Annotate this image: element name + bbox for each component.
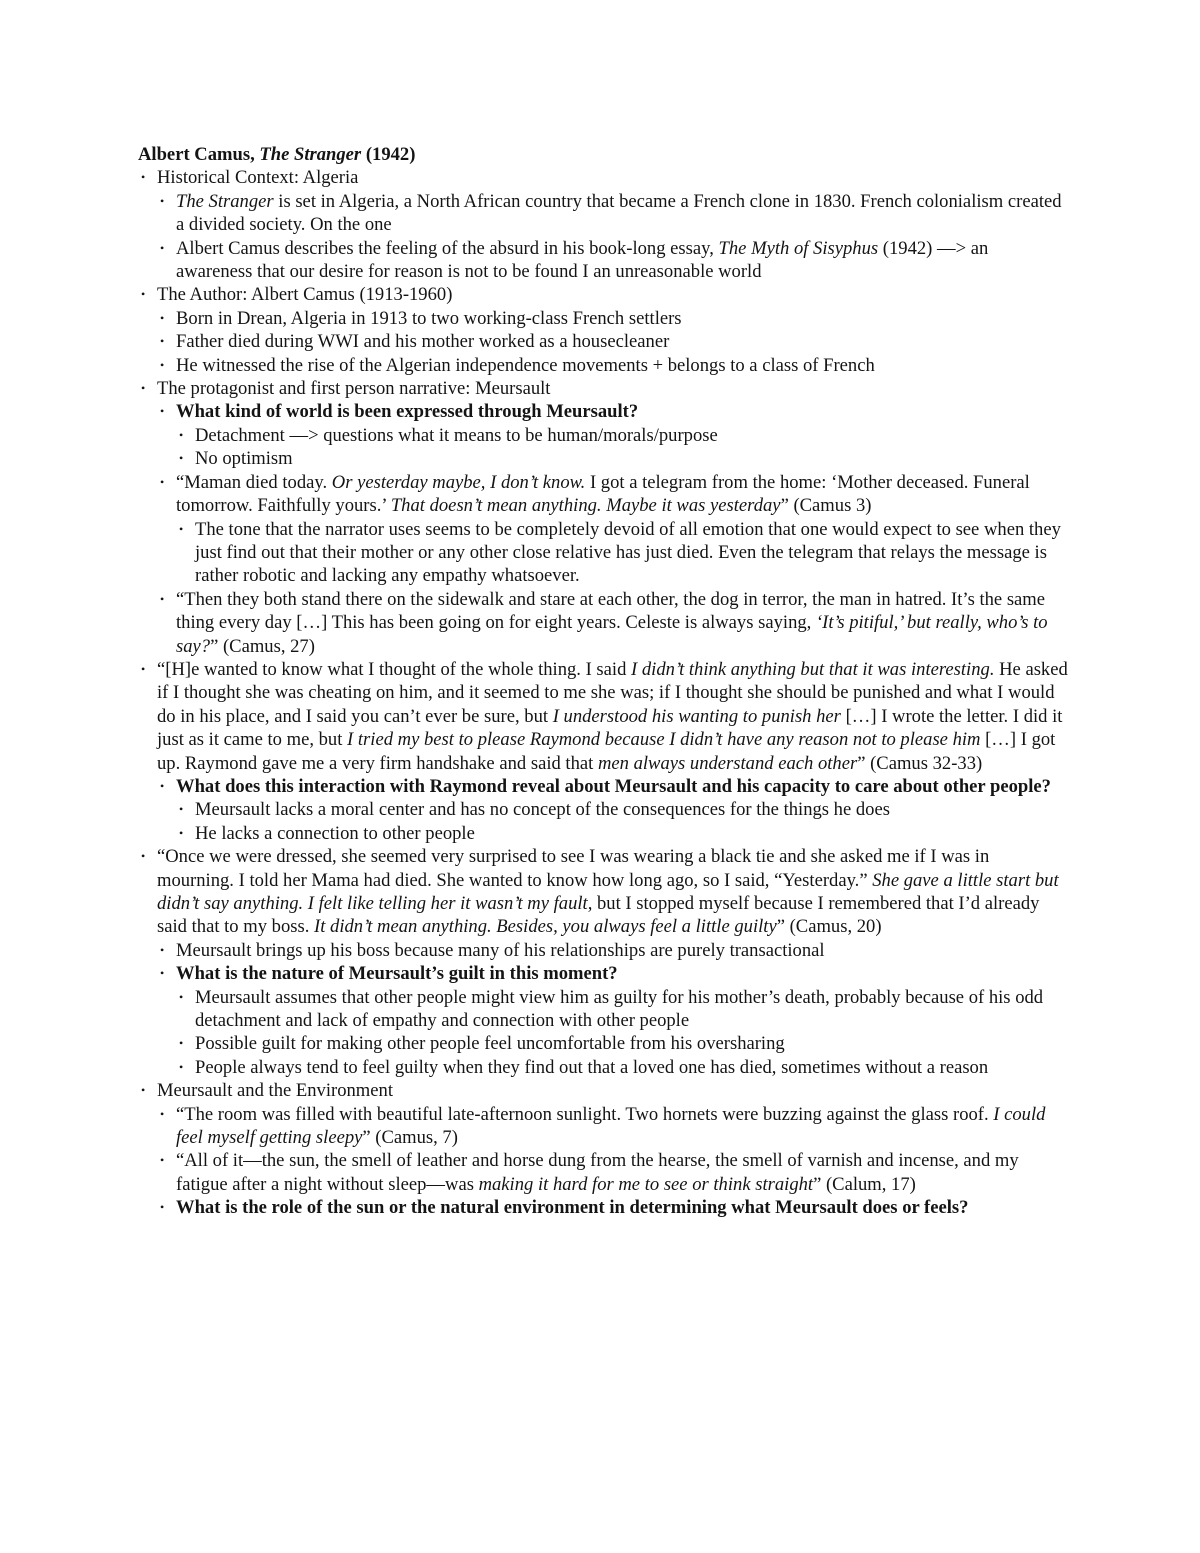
italic-text: I could feel myself getting sleepy: [176, 1103, 1046, 1149]
bullet-icon: •: [160, 310, 165, 325]
item-text: Born in Drean, Algeria in 1913 to two working-class French settlers: [176, 307, 682, 329]
outline-item-level-2: [138, 588, 1068, 658]
bullet-icon: •: [160, 240, 165, 255]
title-author: Albert Camus,: [138, 144, 255, 165]
bold-question: What is the nature of Meursault’s guilt in this moment?: [176, 963, 618, 985]
outline-item-level-2: [138, 237, 1068, 284]
item-text: ” (Camus, 27): [210, 635, 315, 657]
item-text: (1942) —> an awareness that our desire for reason is not to be found I an unreasonable world: [176, 237, 989, 283]
outline-item-level-2: [138, 1196, 1068, 1219]
item-text: ” (Calum, 17): [813, 1173, 916, 1195]
bullet-icon: •: [141, 287, 146, 302]
outline-item-level-2: [138, 400, 1068, 423]
item-text: ” (Camus, 20): [776, 916, 882, 938]
item-text: The protagonist and first person narrative: Meursault: [157, 378, 551, 400]
italic-text: men always understand each other: [597, 752, 858, 774]
italic-text: The Stranger: [176, 190, 274, 212]
item-text: Meursault brings up his boss because many of his relationships are purely transactional: [176, 939, 825, 961]
item-text: “Once we were dressed, she seemed very surprised to see I was wearing a black tie and she asked me if I was in mourning. I told her Mama had died. She wanted to know how long ago, so I said, “Yesterday.”: [157, 846, 990, 891]
italic-text: I understood his wanting to punish her: [552, 705, 841, 727]
item-text: Meursault and the Environment: [157, 1080, 393, 1102]
item-text: ” (Camus 3): [780, 495, 872, 517]
document-body: [138, 143, 1068, 1220]
item-text: Father died during WWI and his mother worked as a housecleaner: [176, 331, 670, 353]
bullet-icon: •: [179, 451, 184, 466]
title-year: (1942): [365, 144, 416, 165]
bold-question: What is the role of the sun or the natural environment in determining what Meursault does or feels?: [176, 1197, 969, 1219]
item-text: ” (Camus, 7): [362, 1127, 458, 1149]
bullet-icon: •: [141, 661, 146, 676]
outline-item-level-2: [138, 962, 1068, 985]
outline-item-level-2: [138, 939, 1068, 962]
bullet-icon: •: [179, 989, 184, 1004]
bullet-icon: •: [160, 474, 165, 489]
item-text: He lacks a connection to other people: [195, 822, 475, 844]
italic-text: The Myth of Sisyphus: [718, 237, 879, 259]
bullet-icon: •: [160, 404, 165, 419]
notes-outline: [138, 166, 1068, 1219]
bullet-icon: •: [141, 1083, 146, 1098]
item-text: “All of it—the sun, the smell of leather and horse dung from the hearse, the smell of varnish and incense, and my fatigue after a night without sleep—was: [176, 1150, 1019, 1195]
bullet-icon: •: [160, 591, 165, 606]
item-text: “[H]e wanted to know what I thought of the whole thing. I said: [157, 658, 632, 680]
outline-item-level-3: [138, 986, 1068, 1033]
italic-text: making it hard for me to see or think straight: [478, 1173, 814, 1195]
outline-item-level-3: [138, 518, 1068, 588]
bullet-icon: •: [160, 357, 165, 372]
item-text: […] I got up. Raymond gave me a very firm handshake and said that: [157, 729, 1056, 774]
italic-text: That doesn’t mean anything. Maybe it was yesterday: [390, 495, 781, 517]
item-text: The Author: Albert Camus (1913-1960): [157, 284, 453, 306]
item-text: “The room was filled with beautiful late-afternoon sunlight. Two hornets were buzzing against the glass roof.: [176, 1103, 994, 1125]
bullet-icon: •: [141, 381, 146, 396]
outline-item-level-3: [138, 1056, 1068, 1079]
outline-item-level-2: [138, 1103, 1068, 1150]
italic-text: Or yesterday maybe, I don’t know.: [331, 471, 586, 493]
item-text: Meursault lacks a moral center and has no concept of the consequences for the things he does: [195, 799, 890, 821]
item-text: Detachment —> questions what it means to be human/morals/purpose: [195, 424, 718, 446]
document-title: [138, 143, 1068, 166]
outline-item-level-3: [138, 798, 1068, 821]
bold-question: What kind of world is been expressed through Meursault?: [176, 401, 639, 423]
item-text: Historical Context: Algeria: [157, 167, 359, 189]
bullet-icon: •: [160, 1200, 165, 1215]
title-work: The Stranger: [259, 144, 362, 165]
bullet-icon: •: [160, 1106, 165, 1121]
bullet-icon: •: [179, 825, 184, 840]
item-text: He witnessed the rise of the Algerian independence movements + belongs to a class of French: [176, 354, 875, 376]
outline-item-level-2: [138, 354, 1068, 377]
outline-item-level-2: [138, 775, 1068, 798]
outline-item-level-3: [138, 424, 1068, 447]
outline-item-level-3: [138, 822, 1068, 845]
bullet-icon: •: [160, 778, 165, 793]
bullet-icon: •: [160, 942, 165, 957]
bullet-icon: •: [179, 802, 184, 817]
italic-text: ‘It’s pitiful,’ but really, who’s to say?: [176, 612, 1048, 657]
bold-question: What does this interaction with Raymond reveal about Meursault and his capacity to care about other people?: [176, 775, 1051, 797]
item-text: I got a telegram from the home: ‘Mother deceased. Funeral tomorrow. Faithfully yours.’: [176, 471, 1030, 517]
outline-item-level-3: [138, 1032, 1068, 1055]
outline-item-level-2: [138, 471, 1068, 518]
item-text: […] I wrote the letter. I did it just as it came to me, but: [157, 705, 1063, 751]
bullet-icon: •: [179, 521, 184, 536]
outline-item-level-1: [138, 166, 1068, 189]
outline-item-level-2: [138, 307, 1068, 330]
item-text: “Then they both stand there on the sidewalk and stare at each other, the dog in terror, the man in hatred. It’s the same thing every day […] This has been going on for eight years. Celeste is always saying,: [176, 588, 1046, 634]
outline-item-level-2: [138, 190, 1068, 237]
bullet-icon: •: [141, 170, 146, 185]
item-text: The tone that the narrator uses seems to be completely devoid of all emotion that one would expect to see when they just find out that their mother or any other close relative has just died. Even the telegram that relays the message is rather robotic and lacking any empathy whatsoever.: [195, 518, 1061, 587]
bullet-icon: •: [160, 193, 165, 208]
item-text: ” (Camus 32-33): [857, 752, 983, 774]
bullet-icon: •: [179, 427, 184, 442]
item-text: “Maman died today.: [176, 471, 332, 493]
outline-item-level-1: [138, 283, 1068, 306]
item-text: is set in Algeria, a North African country that became a French clone in 1830. French colonialism created a divided society. On the one: [176, 190, 1062, 236]
outline-item-level-2: [138, 330, 1068, 353]
outline-item-level-3: [138, 447, 1068, 470]
item-text: but I stopped myself because I remembered that I’d already said that to my boss.: [157, 893, 1040, 938]
item-text: People always tend to feel guilty when they find out that a loved one has died, sometimes without a reason: [195, 1056, 989, 1078]
item-text: He asked if I thought she was cheating on him, and it seemed to me she was; if I thought she should be punished and what I would do in his place, and I said you can’t ever be sure, but: [157, 658, 1068, 727]
item-text: Meursault assumes that other people might view him as guilty for his mother’s death, probably because of his odd detachment and lack of empathy and connection with other people: [195, 986, 1044, 1032]
bullet-icon: •: [141, 849, 146, 864]
bullet-icon: •: [160, 1153, 165, 1168]
italic-text: She gave a little start but didn’t say anything. I felt like telling her it wasn’t my fault,: [157, 869, 1059, 914]
italic-text: I didn’t think anything but that it was interesting.: [631, 658, 995, 680]
outline-item-level-2: [138, 1149, 1068, 1196]
bullet-icon: •: [179, 1036, 184, 1051]
outline-item-level-1: [138, 845, 1068, 939]
italic-text: I tried my best to please Raymond because I didn’t have any reason not to please him: [347, 729, 981, 751]
outline-item-level-1: [138, 658, 1068, 775]
item-text: Albert Camus describes the feeling of the absurd in his book-long essay,: [176, 237, 719, 259]
bullet-icon: •: [160, 334, 165, 349]
italic-text: It didn’t mean anything. Besides, you always feel a little guilty: [314, 916, 777, 938]
outline-item-level-1: [138, 377, 1068, 400]
outline-item-level-1: [138, 1079, 1068, 1102]
bullet-icon: •: [179, 1059, 184, 1074]
item-text: Possible guilt for making other people feel uncomfortable from his oversharing: [195, 1033, 785, 1055]
item-text: No optimism: [195, 448, 293, 470]
bullet-icon: •: [160, 966, 165, 981]
